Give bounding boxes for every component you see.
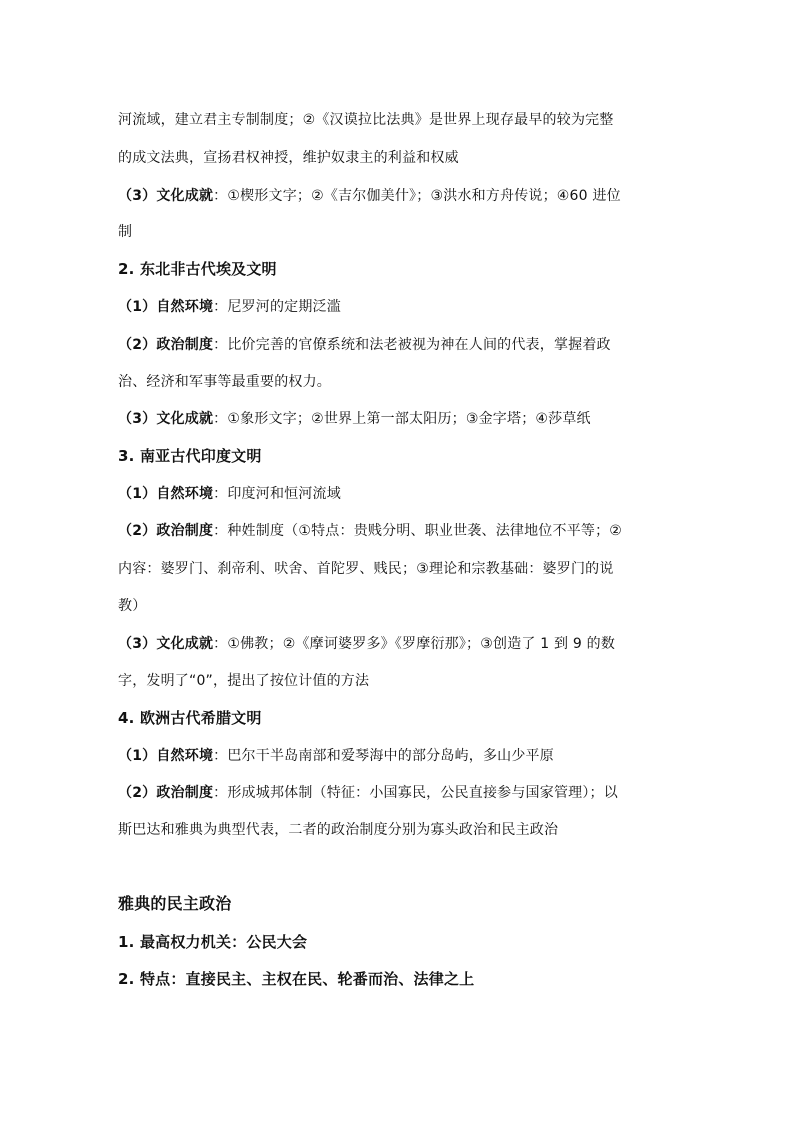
text-line (118, 409, 591, 429)
item-text: ：尼罗河的定期泛滥 (213, 299, 341, 315)
item-label: （2）政治制度 (118, 337, 214, 353)
item-text: ：印度河和恒河流域 (213, 486, 341, 502)
text-line: 制 (118, 224, 133, 240)
item-label: （3）文化成就 (118, 411, 214, 427)
text-line: 内容：婆罗门、刹帝利、吠舍、首陀罗、贱民；③理论和宗教基础：婆罗门的说 (118, 561, 614, 577)
item-label: （3）文化成就 (118, 188, 214, 204)
text-line: 斯巴达和雅典为典型代表，二者的政治制度分别为寡头政治和民主政治 (118, 822, 559, 838)
item-label: （2）政治制度 (118, 523, 214, 539)
text-line: 字，发明了“0”，提出了按位计值的方法 (118, 673, 370, 689)
item-text: ：①象形文字；②世界上第一部太阳历；③金字塔；④莎草纸 (213, 411, 591, 427)
text-line (118, 186, 621, 206)
item-label: （2）政治制度 (118, 785, 214, 801)
section-title: 雅典的民主政治 (118, 894, 232, 913)
item-label: （1）自然环境 (118, 486, 214, 502)
text-line (118, 634, 615, 654)
subheading-greece: 4. 欧洲古代希腊文明 (118, 709, 262, 727)
item-label: （1）自然环境 (118, 299, 214, 315)
text-line: 的成文法典，宣扬君权神授，维护奴隶主的利益和权威 (118, 150, 459, 166)
item-text: ：形成城邦体制（特征：小国寡民，公民直接参与国家管理）；以 (213, 785, 618, 801)
item-text: ：①楔形文字；②《吉尔伽美什》；③洪水和方舟传说；④60 进位 (213, 188, 621, 204)
text-line: 河流域，建立君主专制制度；②《汉谟拉比法典》是世界上现存最早的较为完整 (118, 112, 614, 128)
item-label: （3）文化成就 (118, 636, 214, 652)
text-line: 教） (118, 598, 147, 614)
item-text: ：①佛教；②《摩诃婆罗多》《罗摩衍那》；③创造了 1 到 9 的数 (213, 636, 616, 652)
item-text: ：巴尔干半岛南部和爱琴海中的部分岛屿，多山少平原 (213, 748, 554, 764)
text-line: 治、经济和军事等最重要的权力。 (118, 374, 331, 390)
text-line (118, 521, 622, 541)
summary-point: 1. 最高权力机关：公民大会 (118, 933, 308, 951)
text-line (118, 484, 341, 504)
subheading-india: 3. 南亚古代印度文明 (118, 447, 262, 465)
item-label: （1）自然环境 (118, 748, 214, 764)
text-line (118, 335, 611, 355)
item-text: ：比价完善的官僚系统和法老被视为神在人间的代表，掌握着政 (213, 337, 611, 353)
text-line (118, 297, 341, 317)
subheading-egypt: 2. 东北非古代埃及文明 (118, 260, 277, 278)
summary-point: 2. 特点：直接民主、主权在民、轮番而治、法律之上 (118, 970, 475, 988)
item-text: ：种姓制度（①特点：贵贱分明、职业世袭、法律地位不平等；② (213, 523, 623, 539)
text-line (118, 746, 554, 766)
text-line (118, 783, 618, 803)
